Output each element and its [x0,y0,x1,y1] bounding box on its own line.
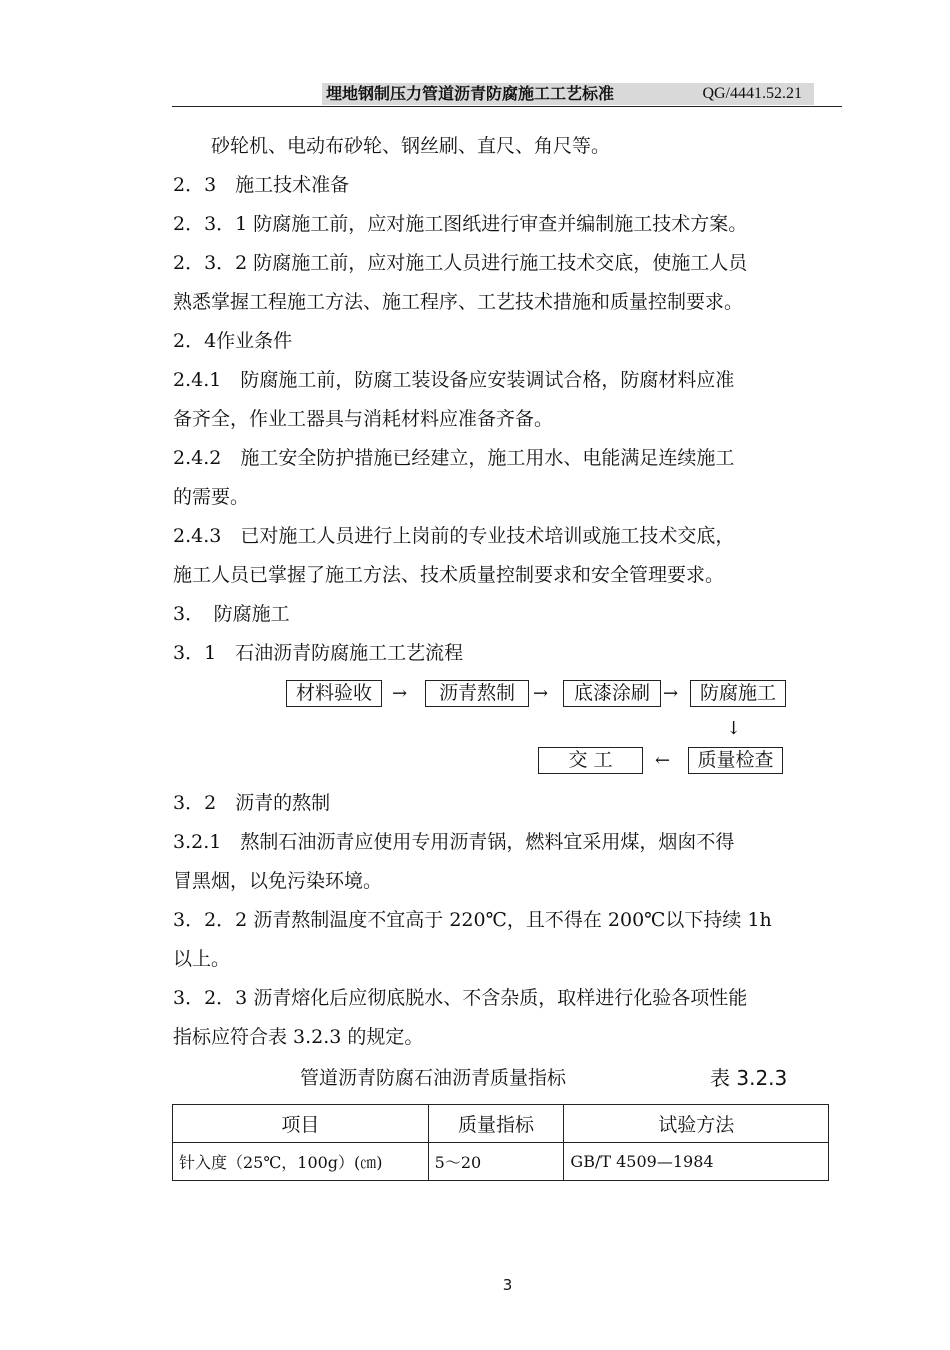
table-header-test-method: 试验方法 [564,1105,829,1143]
flow-arrow-down: ↓ [726,718,742,739]
body-line: 3.2.1 熬制石油沥青应使用专用沥青锅，燃料宜采用煤，烟囱不得 [173,831,735,853]
body-line: 3．2．2 沥青熬制温度不宜高于 220℃，且不得在 200℃以下持续 1h [173,909,772,931]
body-line: 2．3．2 防腐施工前，应对施工人员进行施工技术交底，使施工人员 [173,252,748,274]
table-caption: 管道沥青防腐石油沥青质量指标 [300,1067,567,1089]
body-line: 备齐全，作业工器具与消耗材料应准备齐备。 [173,408,554,430]
table-cell: GB/T 4509—1984 [564,1143,829,1181]
flow-step-anticorrosion: 防腐施工 [690,680,786,707]
table-row [173,1143,829,1181]
body-line: 3．2．3 沥青熔化后应彻底脱水、不含杂质，取样进行化验各项性能 [173,987,748,1009]
table-header-item: 项目 [173,1105,429,1143]
body-line: 2.4.3 已对施工人员进行上岗前的专业技术培训或施工技术交底， [173,525,735,547]
body-line: 熟悉掌握工程施工方法、施工程序、工艺技术措施和质量控制要求。 [173,291,744,313]
flow-step-material-check: 材料验收 [286,680,382,707]
section-heading: 3．2 沥青的熬制 [173,792,331,814]
body-line: 施工人员已掌握了施工方法、技术质量控制要求和安全管理要求。 [173,564,725,586]
body-line: 砂轮机、电动布砂轮、钢丝刷、直尺、角尺等。 [173,135,611,157]
flow-arrow-right: → [663,683,679,704]
flow-step-asphalt-boiling: 沥青熬制 [425,680,529,707]
quality-index-table [172,1104,829,1181]
body-line: 指标应符合表 3.2.3 的规定。 [173,1026,424,1048]
body-line: 2.4.2 施工安全防护措施已经建立，施工用水、电能满足连续施工 [173,447,735,469]
table-cell: 针入度（25℃，100g）(㎝) [173,1143,429,1181]
table-number: 表 3.2.3 [710,1066,788,1090]
table-cell: 5～20 [428,1143,564,1181]
flow-arrow-left: ← [655,750,671,771]
section-heading: 3． 防腐施工 [173,603,290,625]
section-heading: 3．1 石油沥青防腐施工工艺流程 [173,642,464,664]
flow-arrow-right: → [392,683,408,704]
body-line: 2.4.1 防腐施工前，防腐工装设备应安装调试合格，防腐材料应准 [173,369,735,391]
header-title: 埋地钢制压力管道沥青防腐施工工艺标准 [322,83,814,105]
table-header-row [173,1105,829,1143]
flow-step-handover: 交 工 [538,747,643,774]
table-header-quality-index: 质量指标 [428,1105,564,1143]
section-heading: 2．4作业条件 [173,330,293,352]
body-line: 的需要。 [173,486,250,508]
flow-step-primer-coating: 底漆涂刷 [563,680,661,707]
header-code: QG/4441.52.21 [702,85,802,102]
section-heading: 2．3 施工技术准备 [173,174,350,196]
flow-arrow-right: → [533,683,549,704]
body-line: 2．3．1 防腐施工前，应对施工图纸进行审查并编制施工技术方案。 [173,213,748,235]
page-number: 3 [502,1276,513,1294]
body-line: 冒黑烟，以免污染环境。 [173,870,383,892]
body-line: 以上。 [173,948,231,970]
flow-step-quality-inspection: 质量检查 [688,747,783,774]
page-header [172,80,842,107]
